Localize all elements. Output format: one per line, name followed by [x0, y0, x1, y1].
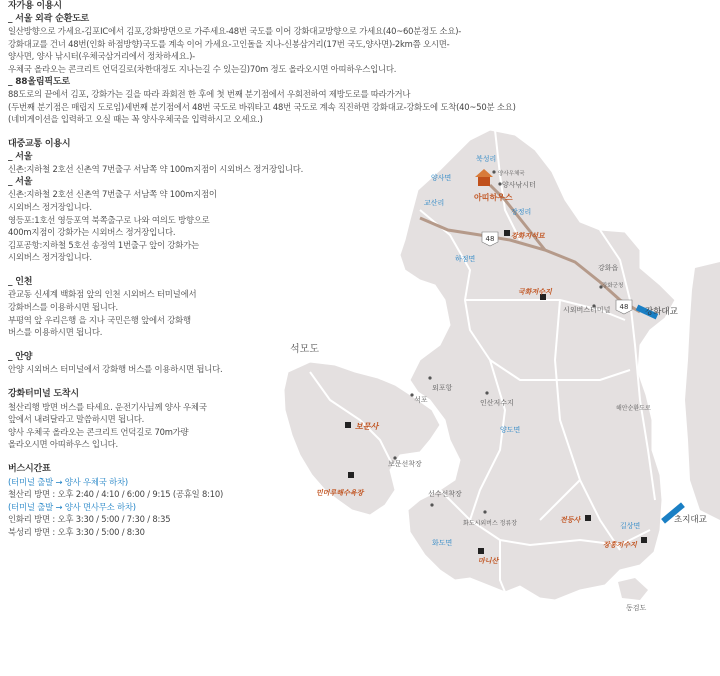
car-s1-line: 양사면, 양사 낚시터(우체국삼거리에서 정차하세요.)- — [8, 51, 195, 62]
label-atti-house: 아띠하우스 — [474, 193, 513, 202]
label-gyosan: 교산리 — [424, 199, 445, 207]
hwado-terminal-dot — [483, 510, 486, 513]
car-s1-line: 우체국 올라오는 콘크리트 언덕길로(차한대정도 지나는길 수 있는길)70m 정도 올라오시면 아띠하우스입니다. — [8, 63, 397, 74]
terminal-line: 양사 우체국 올라오는 콘크리트 언덕길로 70m가량 — [8, 426, 189, 437]
transit-incheon-line: 버스를 이용하시면 됩니다. — [8, 327, 103, 338]
transit-seoul-line: 400m지점이 강화가는 시외버스 정거장입니다. — [8, 227, 176, 238]
bomunsa-marker — [345, 422, 351, 428]
manisan-marker — [478, 548, 484, 554]
transit-seoul-title-2: _ 서울 — [8, 176, 33, 187]
label-gilsang: 길상면 — [620, 522, 641, 530]
terminal-heading: 강화터미널 도착시 — [8, 389, 79, 400]
terminal-line: 올라오시면 아띠하우스 입니다. — [8, 439, 118, 450]
transit-incheon-line: 관교동 신세계 백화점 앞의 인천 시외버스 터미널에서 — [8, 289, 197, 300]
label-buksungri: 북성리 — [476, 155, 497, 163]
minmeoru-marker — [348, 472, 354, 478]
label-seokmodo: 석모도 — [290, 344, 319, 355]
label-yangsamyeon: 양사면 — [431, 174, 452, 182]
label-yangsa-post: 양사우체국 — [498, 171, 525, 177]
inhwa-dot — [485, 391, 488, 394]
label-manisan: 마니산 — [478, 557, 499, 565]
label-bomun-port: 보문선착장 — [388, 460, 422, 468]
dongmak-islet — [618, 578, 648, 600]
mainland — [685, 262, 720, 520]
label-seonsu-port: 선수선착장 — [428, 490, 462, 498]
bus-route2-title: (터미널 출발 → 양사 면사무소 하차) — [8, 501, 136, 512]
transit-seoul-line: 시외버스 정거장입니다. — [8, 201, 92, 212]
transit-seoul-line: 영등포:1호선 영등포역 북쪽출구로 나와 여의도 방향으로 — [8, 214, 210, 225]
transit-seoul-line: 시외버스 정거장입니다. — [8, 252, 92, 263]
label-oepo-port: 외포항 — [432, 384, 453, 392]
transit-seoul-line: 신촌:지하철 2호선 신촌역 7번출구 서남쪽 약 100m지점이 시외버스 정거장입니다. — [8, 164, 304, 175]
transit-heading: 대중교통 이용시 — [8, 138, 71, 149]
dolmen-marker — [504, 230, 510, 236]
label-yangsa-fishing: 양사낚시터 — [502, 181, 536, 189]
route-48-label: 48 — [619, 303, 629, 311]
label-yangdo: 양도면 — [500, 426, 521, 434]
transit-seoul-line: 김포공항:지하철 5호선 송정역 1번출구 앞이 강화가는 — [8, 239, 199, 250]
atti-house-marker — [478, 176, 490, 186]
label-jangheung-reservoir: 장흥저수지 — [603, 541, 637, 549]
label-seokpo: 석포 — [414, 396, 428, 404]
terminal-line: 철산리행 방면 버스를 타세요. 운전기사님께 양사 우체국 — [8, 401, 207, 412]
jangheung-marker — [641, 537, 647, 543]
label-jangjeong: 장정리 — [511, 208, 532, 216]
label-dongmak: 동검도 — [626, 604, 647, 612]
transit-incheon-title: _ 인천 — [8, 276, 33, 287]
label-bomunsa: 보문사 — [355, 422, 379, 431]
car-heading: 자가용 이용시 — [8, 1, 62, 11]
label-ganghwa-office: 강화군청 — [602, 283, 624, 289]
bus-heading: 버스시간표 — [8, 464, 51, 474]
label-ganghwa-bridge: 강화대교 — [645, 307, 678, 317]
bus-route2-line: 인화리 방면 : 오후 3:30 / 5:00 / 7:30 / 8:35 — [8, 514, 171, 525]
label-choji-bridge: 초지대교 — [674, 515, 707, 525]
bus-route1-line: 철산리 방면 : 오후 2:40 / 4:10 / 6:00 / 9:15 (공휴일 8:10) — [8, 489, 224, 500]
car-section2-title: _ 88올림픽도로 — [8, 76, 70, 87]
label-hwado-terminal: 화도시외버스 정류장 — [463, 520, 518, 527]
car-s1-line: 강화대교를 건너 48번(인화 하점방향)국도를 계속 이어 가세요-고인돌을 지나-신봉삼거리(17번 국도,양사면)-2km쯤 오시면- — [8, 38, 450, 49]
bus-route1-title: (터미널 출발 → 양사 우체국 하차) — [8, 476, 128, 487]
seonsu-port-dot — [430, 503, 433, 506]
transit-incheon-line: 강화버스를 이용하시면 됩니다. — [8, 302, 118, 313]
label-ganghwa-dolmen: 강화지석묘 — [511, 232, 545, 240]
transit-anyang-line: 안양 시외버스 터미널에서 강화행 버스를 이용하시면 됩니다. — [8, 364, 223, 375]
label-inhwa-reservoir: 인산저수지 — [480, 399, 514, 407]
jeondeungsa-marker — [585, 515, 591, 521]
label-jeondeungsa: 전등사 — [560, 516, 581, 524]
label-hwadomyeon: 화도면 — [432, 539, 453, 547]
label-goryeo-reservoir: 국화저수지 — [518, 288, 552, 296]
car-section1-title: _ 서울 외곽 순환도로 — [8, 13, 90, 24]
label-hajeom: 하점면 — [455, 255, 476, 263]
oepo-dot — [428, 376, 431, 379]
transit-anyang-title: _ 안양 — [8, 351, 33, 362]
transit-seoul-line: 신촌:지하철 2호선 신촌역 7번출구 서남쪽 약 100m지점이 — [8, 189, 217, 200]
transit-incheon-line: 부평역 앞 우리은행 을 지나 국민은행 앞에서 강화행 — [8, 314, 191, 325]
label-coastal-road: 해안순환도로 — [616, 405, 651, 412]
car-s2-line: 88도로의 끝에서 김포, 강화가는 길을 따라 좌회전 한 후에 첫 번째 분기점에서 우회전하여 제방도로를 따라가거나 — [8, 89, 411, 100]
label-minmeoru: 민머루해수욕장 — [316, 489, 364, 497]
car-s2-line: (네비게이션을 입력하고 오실 때는 꼭 양사우체국을 입력하시고 오세요.) — [8, 114, 263, 125]
label-ganghwa-eup: 강화읍 — [598, 264, 619, 272]
route-48-label: 48 — [485, 235, 495, 243]
bus-route2-line: 북성리 방면 : 오후 3:30 / 5:00 / 8:30 — [8, 526, 145, 537]
transit-seoul-title: _ 서울 — [8, 151, 33, 162]
label-intercity-terminal: 시외버스터미널 — [563, 306, 611, 314]
car-s2-line: (두번째 분기점은 매립지 도로임)세번째 분기점에서 48번 국도로 바꿔타고 48번 국도로 계속 직진하면 강화대교-강화도에 도착(40~50분 소요) — [8, 101, 516, 112]
terminal-line: 앞에서 내려달라고 말씀하시면 됩니다. — [8, 414, 145, 425]
car-s1-line: 일산방향으로 가세요-김포IC에서 김포,강화방면으로 가주세요-48번 국도를 이어 강화대교방향으로 가세요(40~60분정도 소요)- — [8, 26, 462, 37]
yangsa-post-dot — [492, 170, 495, 173]
